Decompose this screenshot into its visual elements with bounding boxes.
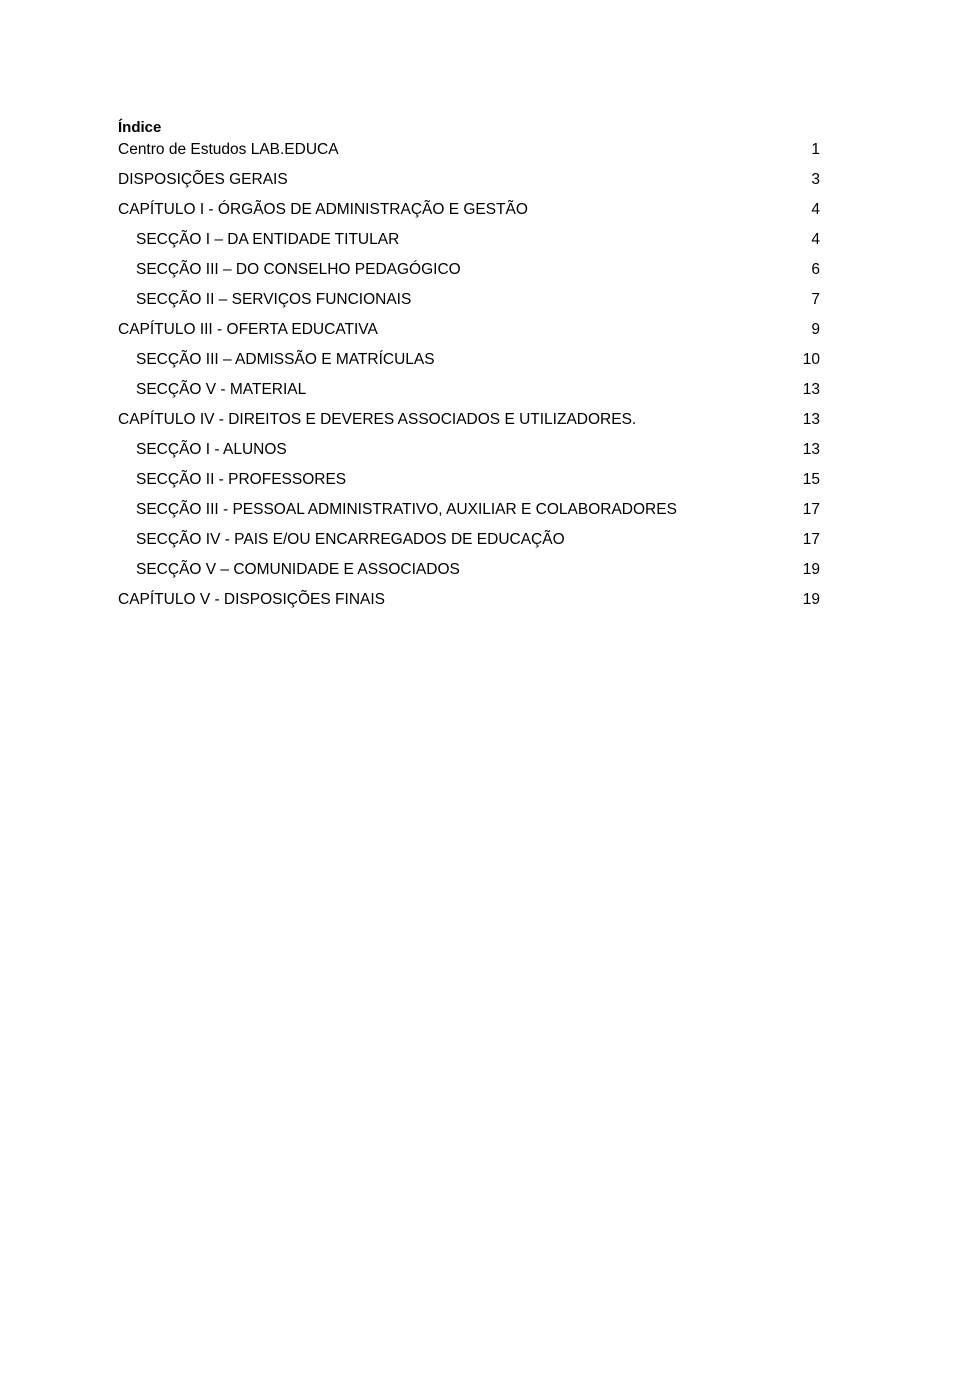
toc-entry-label[interactable]: SECÇÃO V – COMUNIDADE E ASSOCIADOS	[136, 561, 460, 578]
toc-entry[interactable]	[118, 258, 820, 288]
toc-entry-label[interactable]: SECÇÃO I – DA ENTIDADE TITULAR	[136, 231, 400, 248]
toc-entry[interactable]	[118, 138, 820, 168]
toc-title: Índice	[118, 119, 162, 136]
toc-entry-page-number[interactable]: 13	[802, 441, 820, 458]
toc-entry-page-number[interactable]: 19	[802, 561, 820, 578]
toc-entry[interactable]	[118, 288, 820, 318]
toc-entry-label[interactable]: Centro de Estudos LAB.EDUCA	[118, 141, 339, 158]
toc-entry-label[interactable]: SECÇÃO I - ALUNOS	[136, 441, 287, 458]
toc-entry-label[interactable]: SECÇÃO V - MATERIAL	[136, 381, 307, 398]
toc-entry-label[interactable]: SECÇÃO III – ADMISSÃO E MATRÍCULAS	[136, 351, 435, 368]
toc-entry-page-number[interactable]: 13	[802, 381, 820, 398]
toc-entry-page-number[interactable]: 17	[802, 501, 820, 518]
toc-entry-label[interactable]: CAPÍTULO I - ÓRGÃOS DE ADMINISTRAÇÃO E GESTÃO	[118, 201, 528, 218]
toc-entry[interactable]	[118, 228, 820, 258]
toc-entry-label[interactable]: CAPÍTULO III - OFERTA EDUCATIVA	[118, 321, 378, 338]
toc-entry[interactable]	[118, 588, 820, 618]
toc-entry[interactable]	[118, 408, 820, 438]
toc-entry-label[interactable]: SECÇÃO IV - PAIS E/OU ENCARREGADOS DE EDUCAÇÃO	[136, 531, 565, 548]
toc-entry-page-number[interactable]: 3	[811, 171, 820, 188]
toc-entry[interactable]	[118, 528, 820, 558]
toc-entry-label[interactable]: CAPÍTULO IV - DIREITOS E DEVERES ASSOCIADOS E UTILIZADORES.	[118, 411, 637, 428]
toc-entry-page-number[interactable]: 7	[811, 291, 820, 308]
toc-entry-label[interactable]: SECÇÃO III – DO CONSELHO PEDAGÓGICO	[136, 261, 461, 278]
toc-entry-page-number[interactable]: 1	[811, 141, 820, 158]
toc-entry-page-number[interactable]: 15	[802, 471, 820, 488]
table-of-contents	[118, 118, 820, 618]
toc-entry-page-number[interactable]: 4	[811, 231, 820, 248]
toc-entry[interactable]	[118, 348, 820, 378]
toc-entry[interactable]	[118, 198, 820, 228]
toc-entry[interactable]	[118, 378, 820, 408]
toc-entry[interactable]	[118, 168, 820, 198]
toc-entry-page-number[interactable]: 9	[811, 321, 820, 338]
toc-entry-page-number[interactable]: 13	[802, 411, 820, 428]
toc-list	[118, 138, 820, 618]
toc-entry[interactable]	[118, 468, 820, 498]
toc-entry-page-number[interactable]: 19	[802, 591, 820, 608]
toc-entry[interactable]	[118, 318, 820, 348]
toc-entry-page-number[interactable]: 17	[802, 531, 820, 548]
toc-entry-page-number[interactable]: 6	[811, 261, 820, 278]
toc-entry-label[interactable]: SECÇÃO III - PESSOAL ADMINISTRATIVO, AUXILIAR E COLABORADORES	[136, 501, 677, 518]
toc-entry-label[interactable]: DISPOSIÇÕES GERAIS	[118, 171, 288, 188]
toc-entry-label[interactable]: SECÇÃO II – SERVIÇOS FUNCIONAIS	[136, 291, 412, 308]
toc-entry-label[interactable]: SECÇÃO II - PROFESSORES	[136, 471, 347, 488]
toc-entry[interactable]	[118, 498, 820, 528]
toc-entry[interactable]	[118, 438, 820, 468]
toc-entry-page-number[interactable]: 4	[811, 201, 820, 218]
toc-entry[interactable]	[118, 558, 820, 588]
toc-entry-page-number[interactable]: 10	[802, 351, 820, 368]
toc-entry-label[interactable]: CAPÍTULO V - DISPOSIÇÕES FINAIS	[118, 591, 385, 608]
